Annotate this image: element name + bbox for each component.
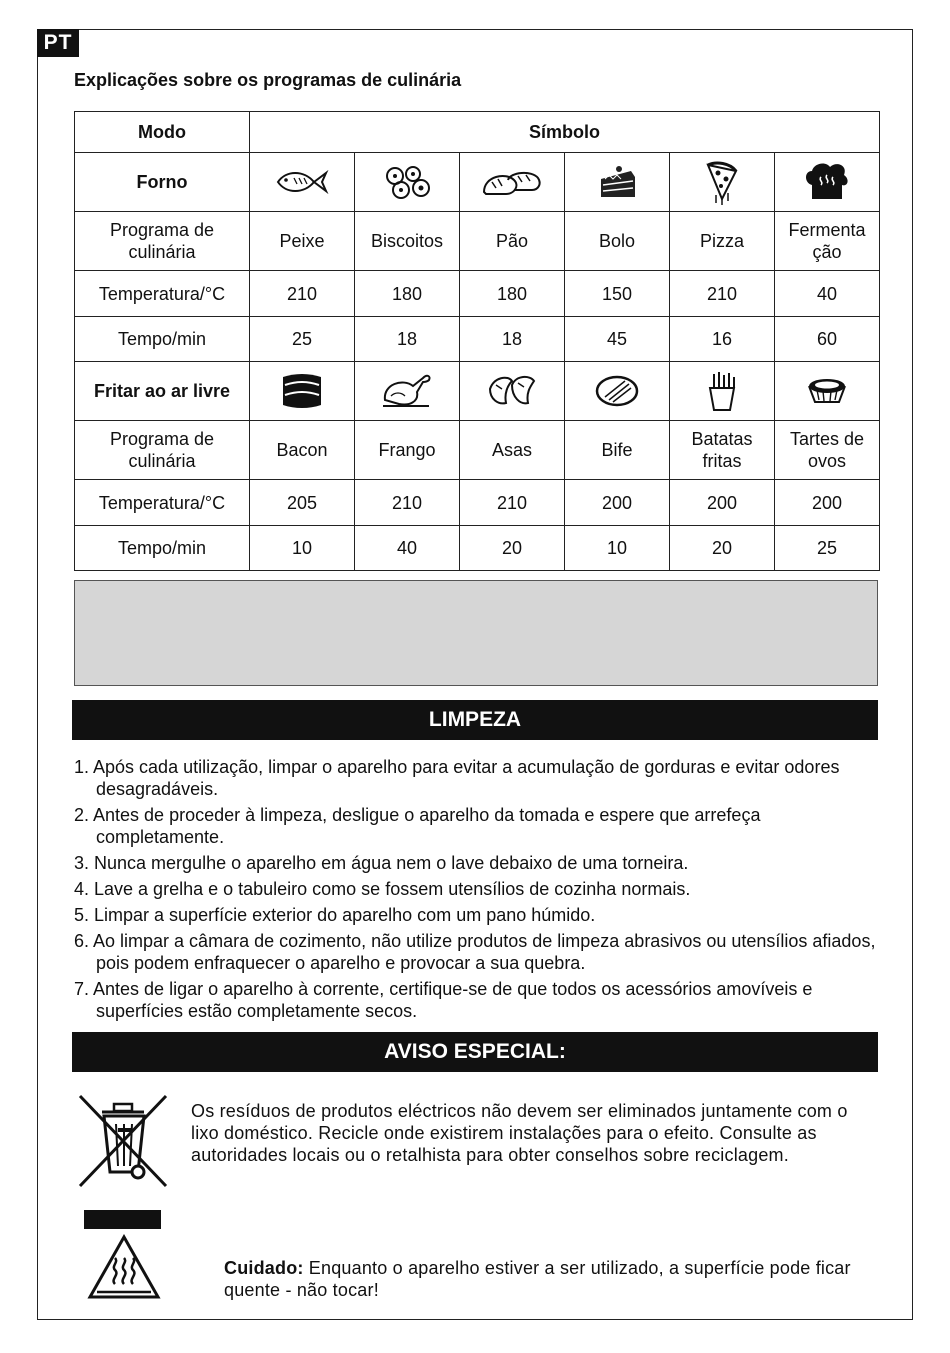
- wings-icon: [460, 362, 565, 421]
- list-item: 1. Após cada utilização, limpar o aparelho para evitar a acumulação de gorduras e evitar odores desagradáveis.: [74, 757, 840, 799]
- time-cell: 18: [355, 317, 460, 362]
- steak-icon: [565, 362, 670, 421]
- oven-time-row: [75, 317, 880, 362]
- program-cell: Bife: [565, 421, 670, 480]
- egg-tart-icon: [775, 362, 880, 421]
- program-cell: Bacon: [250, 421, 355, 480]
- crossed-bin-icon: [76, 1092, 170, 1190]
- temperature-cell: 200: [670, 480, 775, 526]
- time-cell: 40: [355, 526, 460, 571]
- cooking-programs-table: [74, 111, 880, 571]
- oven-temp-row: [75, 271, 880, 317]
- time-cell: 25: [775, 526, 880, 571]
- time-cell: 20: [670, 526, 775, 571]
- program-cell: Fermenta ção: [775, 212, 880, 271]
- language-tag: PT: [37, 29, 79, 57]
- fries-icon: [670, 362, 775, 421]
- time-cell: 25: [250, 317, 355, 362]
- cleaning-title-bar: LIMPEZA: [72, 700, 878, 740]
- time-cell: 20: [460, 526, 565, 571]
- program-cell: Tartes de ovos: [775, 421, 880, 480]
- black-divider-bar: [84, 1210, 161, 1229]
- caution-text: Enquanto o aparelho estiver a ser utilizado, a superfície pode ficar quente - não tocar!: [224, 1258, 851, 1300]
- temperature-cell: 180: [355, 271, 460, 317]
- bread-icon: [460, 153, 565, 212]
- list-item: 3. Nunca mergulhe o aparelho em água nem o lave debaixo de uma torneira.: [74, 853, 689, 873]
- program-cell: Batatas fritas: [670, 421, 775, 480]
- mode-oven: Forno: [75, 153, 250, 212]
- program-cell: Pizza: [670, 212, 775, 271]
- special-notice-title-bar: AVISO ESPECIAL:: [72, 1032, 878, 1072]
- cake-icon: [565, 153, 670, 212]
- mode-airfry: Fritar ao ar livre: [75, 362, 250, 421]
- section-heading: Explicações sobre os programas de culinária: [74, 70, 462, 90]
- list-item: 7. Antes de ligar o aparelho à corrente, certifique-se de que todos os acessórios amovíveis e superfícies estão completamente secos.: [74, 979, 813, 1021]
- cookies-icon: [355, 153, 460, 212]
- time-cell: 18: [460, 317, 565, 362]
- table-header-row: [75, 112, 880, 153]
- time-cell: 10: [250, 526, 355, 571]
- temperature-cell: 180: [460, 271, 565, 317]
- time-label: Tempo/min: [75, 526, 250, 571]
- caution-notice: [224, 1257, 874, 1301]
- bacon-icon: [250, 362, 355, 421]
- cleaning-list: [74, 756, 884, 1026]
- temperature-cell: 205: [250, 480, 355, 526]
- hot-surface-icon: [87, 1234, 161, 1300]
- time-cell: 60: [775, 317, 880, 362]
- temperature-cell: 200: [775, 480, 880, 526]
- chicken-icon: [355, 362, 460, 421]
- temperature-label: Temperatura/°C: [75, 271, 250, 317]
- time-cell: 45: [565, 317, 670, 362]
- temperature-cell: 210: [250, 271, 355, 317]
- program-cell: Peixe: [250, 212, 355, 271]
- airfry-time-row: [75, 526, 880, 571]
- header-symbol: Símbolo: [250, 112, 880, 153]
- program-cell: Pão: [460, 212, 565, 271]
- program-cell: Frango: [355, 421, 460, 480]
- time-label: Tempo/min: [75, 317, 250, 362]
- header-mode: Modo: [75, 112, 250, 153]
- program-cell: Asas: [460, 421, 565, 480]
- program-cell: Biscoitos: [355, 212, 460, 271]
- list-item: 6. Ao limpar a câmara de cozimento, não utilize produtos de limpeza abrasivos ou utensílios afiados, pois podem enfraquecer o aparelho e provocar a sua quebra.: [74, 931, 876, 973]
- temperature-label: Temperatura/°C: [75, 480, 250, 526]
- airfry-temp-row: [75, 480, 880, 526]
- temperature-cell: 210: [670, 271, 775, 317]
- fish-icon: [250, 153, 355, 212]
- list-item: 2. Antes de proceder à limpeza, desligue o aparelho da tomada e espere que arrefeça completamente.: [74, 805, 761, 847]
- airfry-program-row: [75, 421, 880, 480]
- fermentation-icon: [775, 153, 880, 212]
- temperature-cell: 210: [460, 480, 565, 526]
- caution-label: Cuidado:: [224, 1258, 304, 1278]
- time-cell: 10: [565, 526, 670, 571]
- time-cell: 16: [670, 317, 775, 362]
- weee-notice-text: Os resíduos de produtos eléctricos não devem ser eliminados juntamente com o lixo doméstico. Recicle onde existirem instalações para o efeito. Consulte as autoridades locais ou o retalhista para obter conselhos sobre reciclagem.: [191, 1101, 848, 1165]
- airfry-icon-row: [75, 362, 880, 421]
- temperature-cell: 210: [355, 480, 460, 526]
- program-cell: Bolo: [565, 212, 670, 271]
- temperature-cell: 40: [775, 271, 880, 317]
- temperature-cell: 150: [565, 271, 670, 317]
- temperature-cell: 200: [565, 480, 670, 526]
- blank-grey-panel: [74, 580, 878, 686]
- program-label: Programa de culinária: [75, 212, 250, 271]
- program-label: Programa de culinária: [75, 421, 250, 480]
- pizza-icon: [670, 153, 775, 212]
- list-item: 5. Limpar a superfície exterior do aparelho com um pano húmido.: [74, 905, 596, 925]
- oven-program-row: [75, 212, 880, 271]
- oven-icon-row: [75, 153, 880, 212]
- list-item: 4. Lave a grelha e o tabuleiro como se fossem utensílios de cozinha normais.: [74, 879, 691, 899]
